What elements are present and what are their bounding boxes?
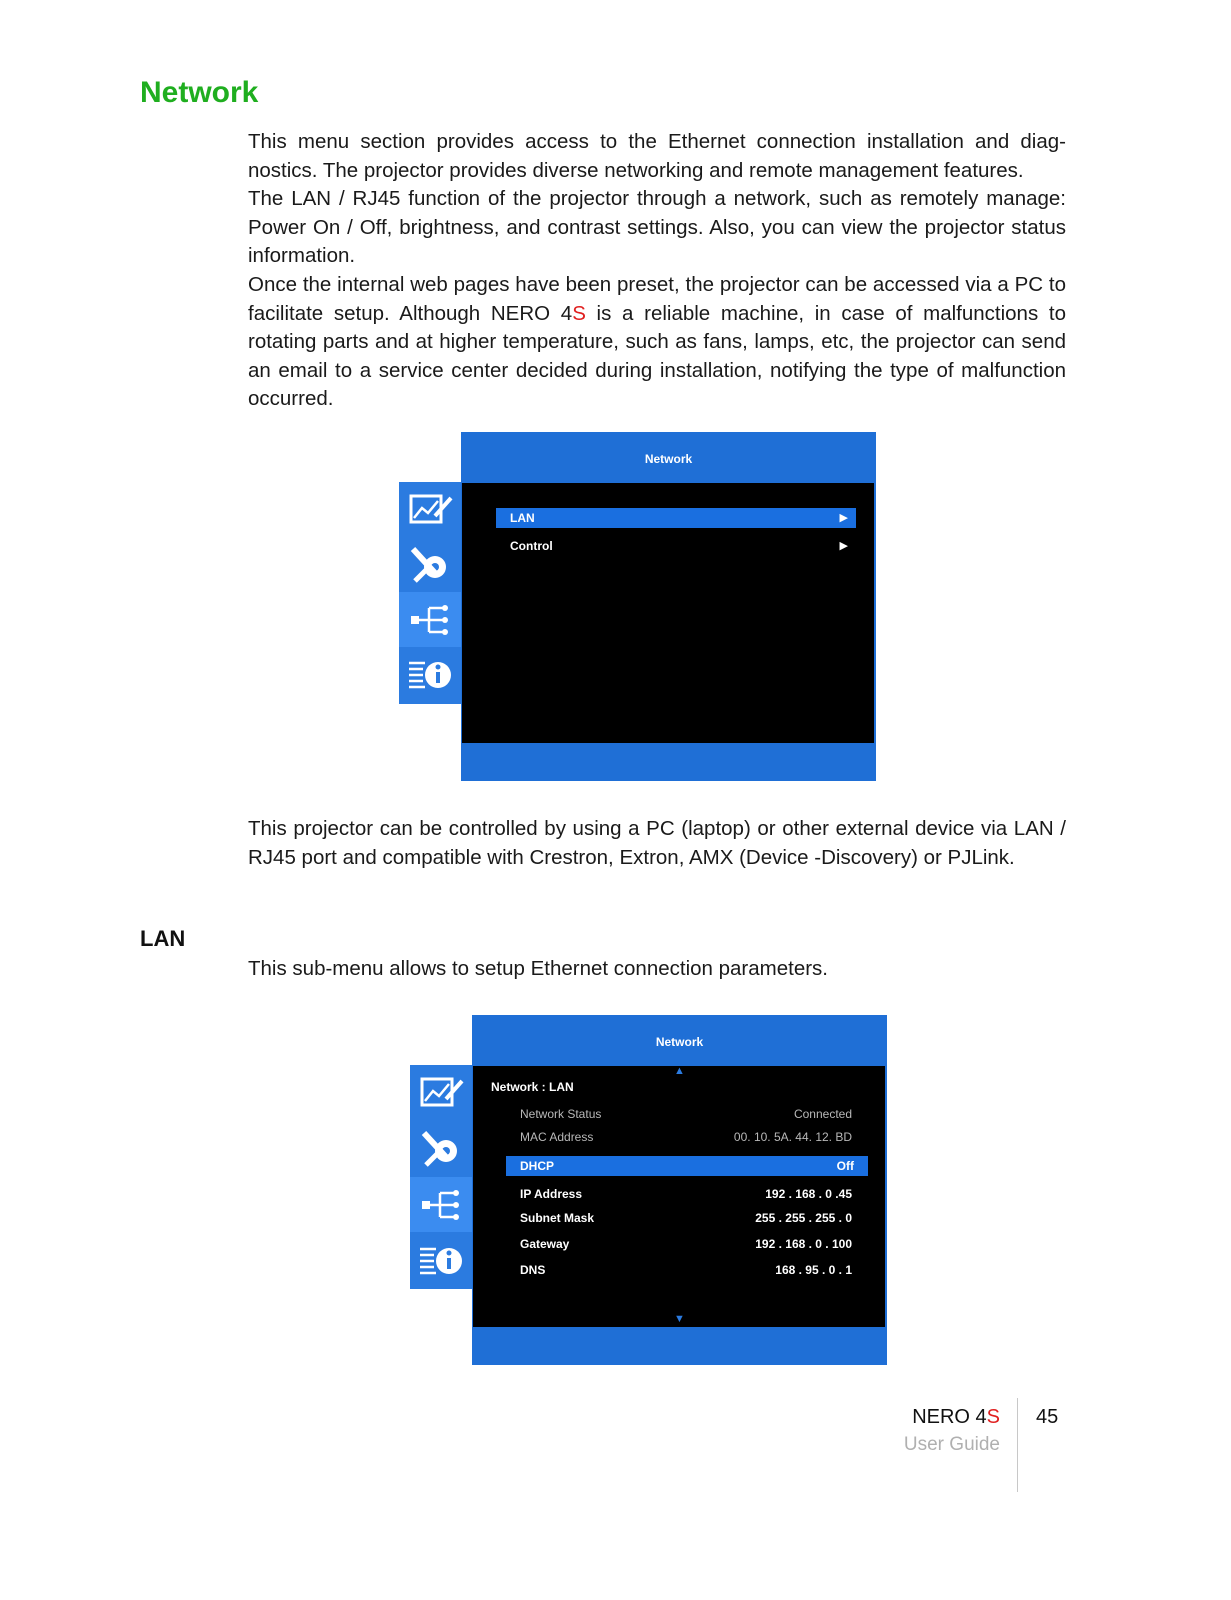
osd-title: Network [655, 1035, 704, 1049]
info-icon[interactable] [410, 1233, 472, 1288]
intro-paragraph-1: This menu section provides access to the Ethernet connection installation and diag-nostics. The projector provides diverse networking and remote management features. [248, 130, 1066, 182]
page-title: Network [140, 76, 259, 109]
osd-row-dhcp[interactable]: DHCP Off [506, 1156, 868, 1176]
osd-row-network-status: Network Status Connected [520, 1107, 852, 1121]
page-number: 45 [1036, 1406, 1059, 1428]
settings-icon[interactable] [399, 537, 461, 592]
osd-title: Network [644, 452, 693, 466]
osd-sidebar [399, 482, 461, 704]
settings-icon[interactable] [410, 1121, 472, 1176]
footer-brand: NERO 4S [912, 1406, 1000, 1428]
picture-icon[interactable] [410, 1065, 472, 1120]
section-heading-lan: LAN [140, 926, 186, 951]
info-icon[interactable] [399, 647, 461, 702]
osd-menu-item-lan[interactable]: LAN ▶ [496, 508, 856, 528]
osd-row-subnet-mask[interactable]: Subnet Mask 255 . 255 . 255 . 0 [520, 1211, 852, 1225]
osd-menu-item-control[interactable]: Control ▶ [510, 539, 848, 553]
osd-row-gateway[interactable]: Gateway 192 . 168 . 0 . 100 [520, 1237, 852, 1251]
intro-paragraph-2: The LAN / RJ45 function of the projector through a network, such as remotely manage: Power On / Off, brightness, and contrast settings. Also, you can view the projector status information. [248, 187, 1066, 268]
osd-network-menu [399, 432, 877, 782]
footer-divider [1017, 1398, 1018, 1492]
osd-row-dns[interactable]: DNS 168 . 95 . 0 . 1 [520, 1263, 852, 1277]
osd-lan-submenu [410, 1015, 888, 1366]
osd-breadcrumb: Network : LAN [491, 1080, 574, 1094]
intro-paragraph-3: Once the internal web pages have been preset, the projector can be accessed via a PC to facilitate setup. Although NERO 4S is a reliable machine, in case of malfunctions to rotating parts and at higher temperature, such as fans, lamps, etc, the projector can send an email to a service center decided during installation, notifying the type of malfunction occurred. [248, 273, 1066, 411]
network-icon[interactable] [399, 592, 461, 647]
network-icon[interactable] [410, 1177, 472, 1232]
osd-row-ip-address[interactable]: IP Address 192 . 168 . 0 .45 [520, 1187, 852, 1201]
picture-icon[interactable] [399, 482, 461, 537]
footer-subtitle: User Guide [903, 1434, 1000, 1455]
osd-sidebar [410, 1065, 472, 1289]
scroll-up-icon[interactable]: ▲ [674, 1065, 685, 1077]
control-paragraph: This projector can be controlled by using a PC (laptop) or other external device via LAN / RJ45 port and compatible with Crestron, Extron, AMX (Device -Discovery) or PJLink. [248, 817, 1066, 869]
scroll-down-icon[interactable]: ▼ [674, 1313, 685, 1325]
osd-row-mac-address: MAC Address 00. 10. 5A. 44. 12. BD [520, 1130, 852, 1144]
lan-paragraph: This sub-menu allows to setup Ethernet connection parameters. [248, 957, 828, 980]
